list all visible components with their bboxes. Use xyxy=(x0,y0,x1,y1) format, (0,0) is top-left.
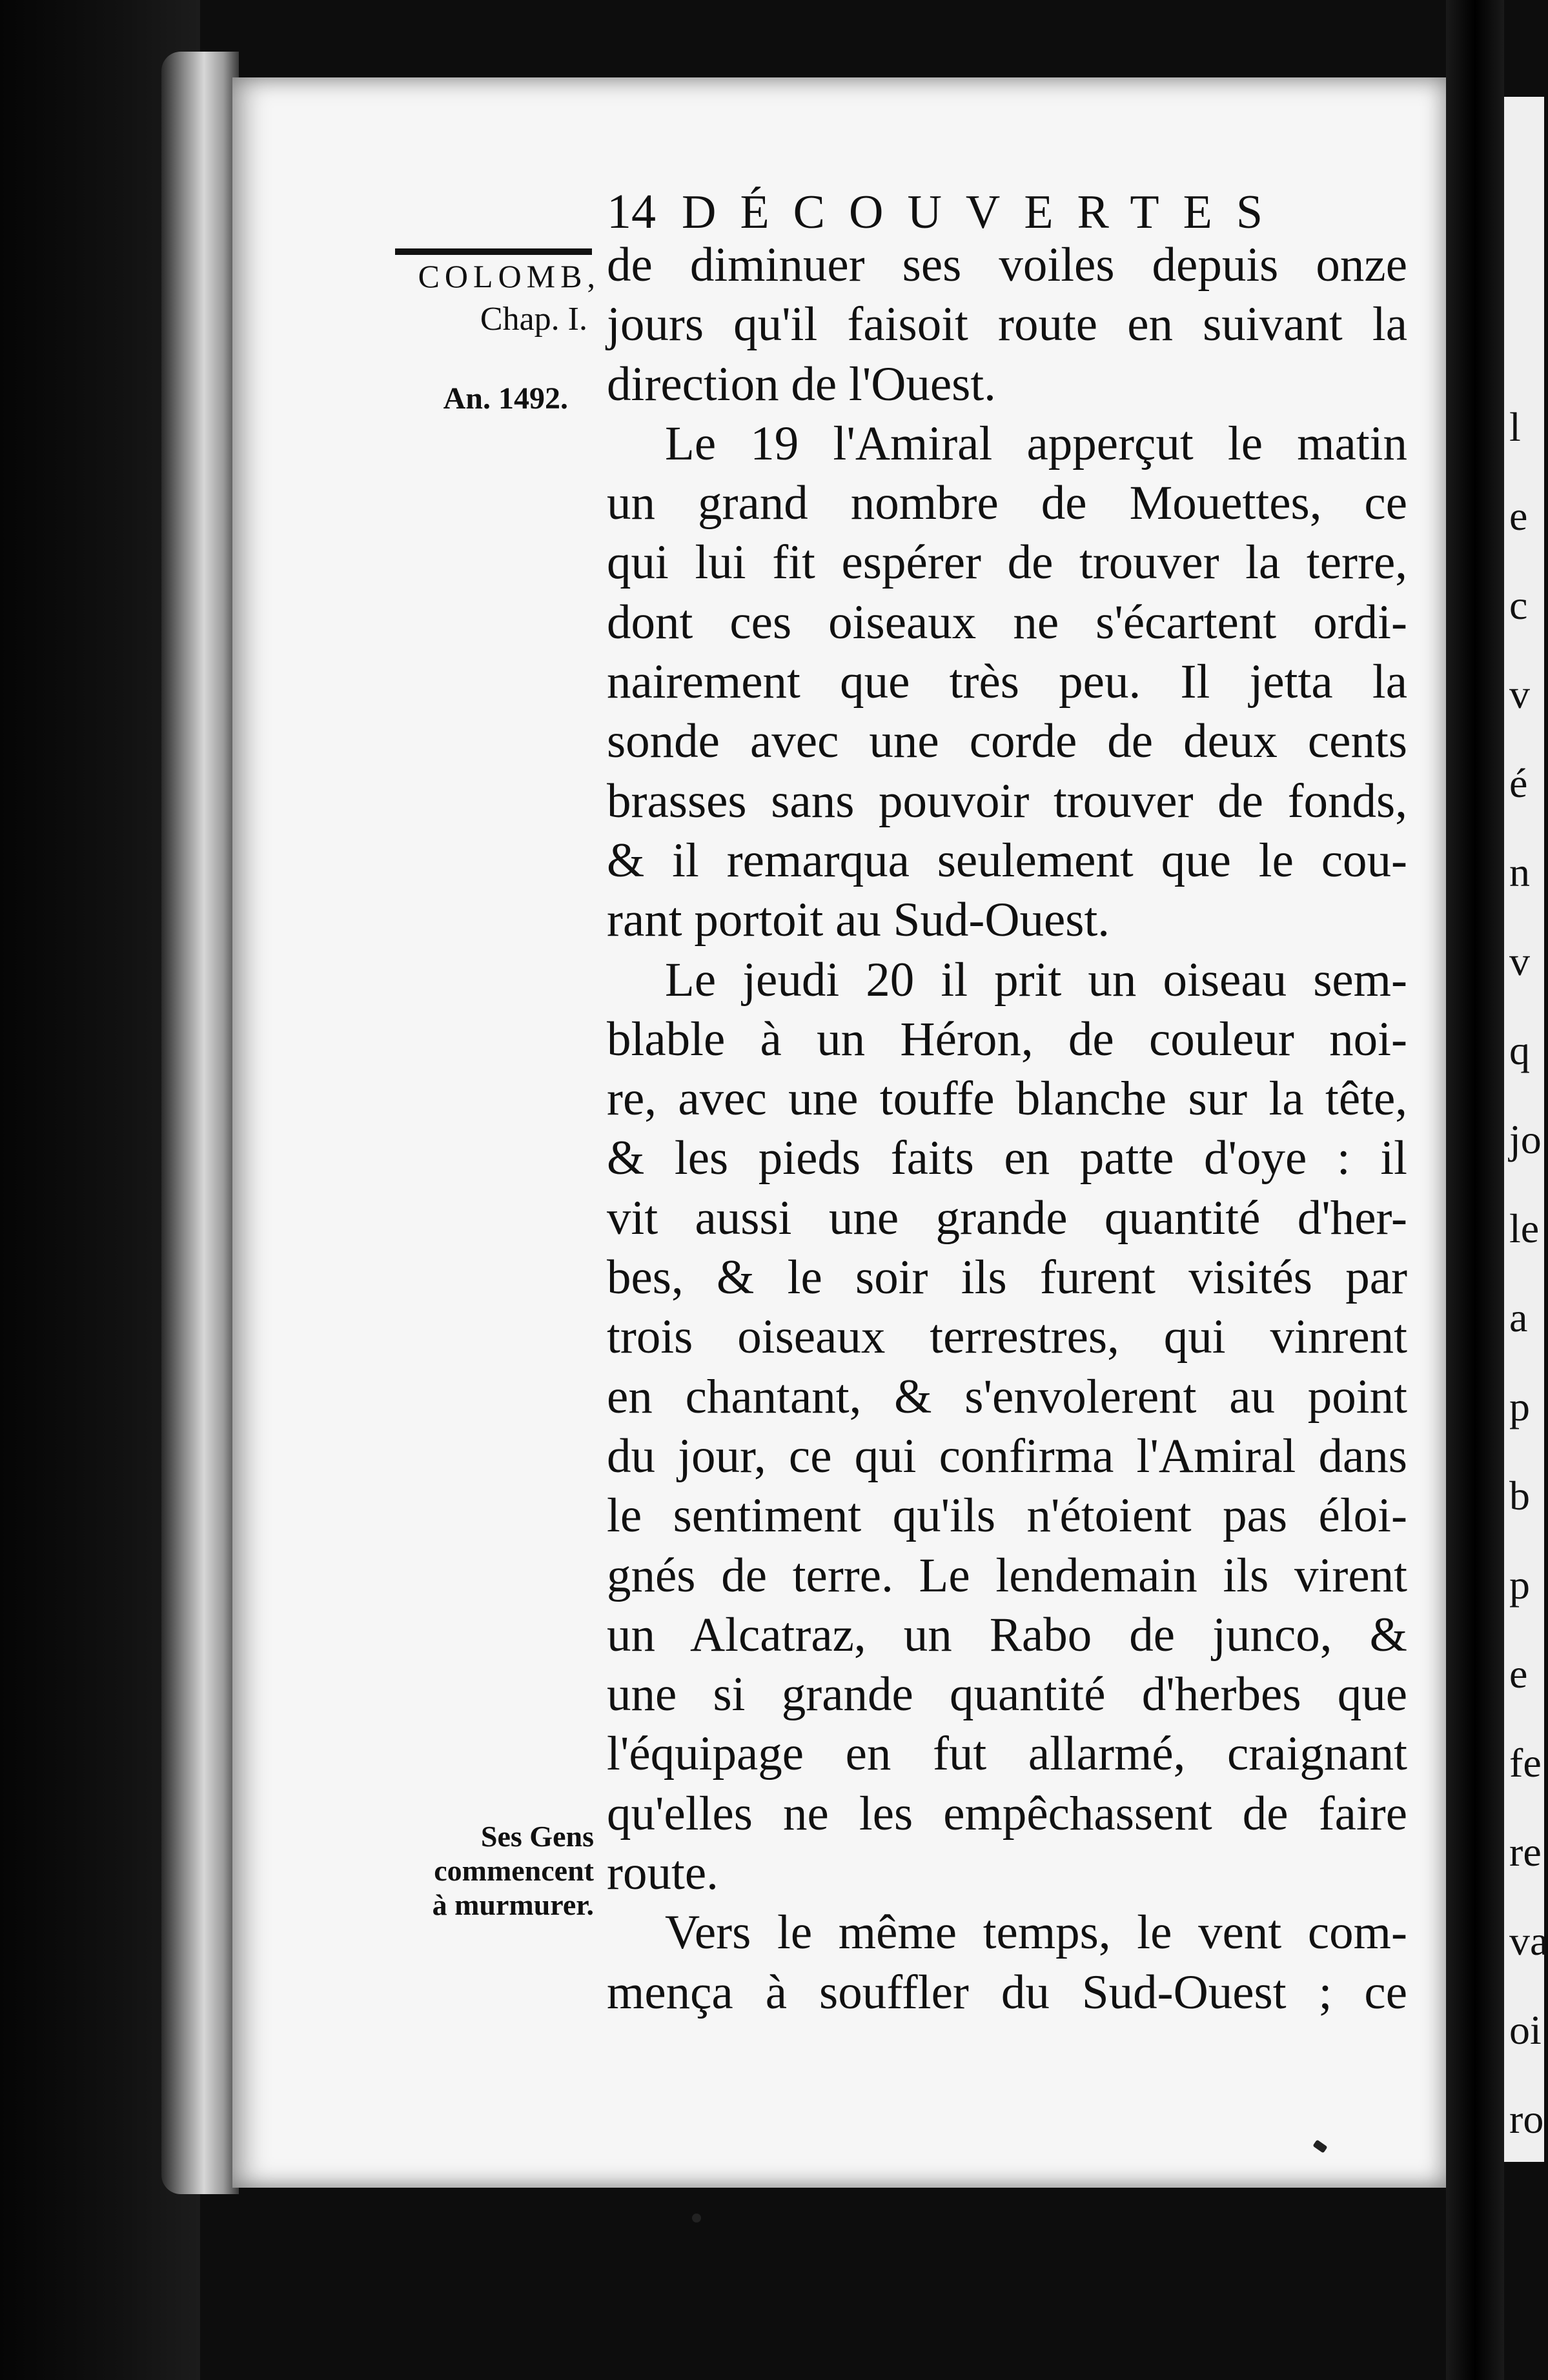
side-note-line: à murmurer. xyxy=(432,1888,594,1921)
facing-page-fragment: e xyxy=(1509,493,1528,539)
margin-rule xyxy=(395,248,592,255)
facing-page-fragment: b xyxy=(1509,1473,1530,1518)
text-line: vit aussi une grande quantité d'her- xyxy=(607,1191,1407,1245)
text-line: du jour, ce qui confirma l'Amiral dans xyxy=(607,1429,1407,1483)
text-line: l'équipage en fut allarmé, craignant xyxy=(607,1727,1407,1781)
facing-page-fragment: re xyxy=(1509,1829,1542,1875)
facing-page-fragment: a xyxy=(1509,1295,1528,1340)
text-line: en chantant, & s'envolerent au point xyxy=(607,1369,1407,1424)
running-title: DÉCOUVERTES xyxy=(682,186,1287,239)
facing-page-fragment: v xyxy=(1509,938,1530,984)
margin-note-chapter: Chap. I. xyxy=(480,301,587,338)
text-line: mença à souffler du Sud-Ouest ; ce xyxy=(607,1965,1407,2019)
text-line: Le jeudi 20 il prit un oiseau sem- xyxy=(665,953,1407,1007)
page-header xyxy=(607,184,1407,240)
facing-page-fragment: le xyxy=(1509,1205,1540,1251)
text-line: le sentiment qu'ils n'étoient pas éloi- xyxy=(607,1489,1407,1543)
facing-page-fragment: oi xyxy=(1509,2007,1542,2053)
side-note-line: Ses Gens xyxy=(480,1820,594,1853)
text-line: trois oiseaux terrestres, qui vinrent xyxy=(607,1310,1407,1364)
book-page-edges xyxy=(161,52,239,2194)
text-line: Le 19 l'Amiral apperçut le matin xyxy=(665,416,1407,470)
page-number: 14 xyxy=(607,185,656,239)
facing-page-fragment: c xyxy=(1509,582,1528,628)
ink-speck xyxy=(692,2214,701,2223)
text-line: qui lui fit espérer de trouver la terre, xyxy=(607,536,1407,590)
facing-page-fragment: n xyxy=(1509,849,1530,895)
text-line: un Alcatraz, un Rabo de junco, & xyxy=(607,1608,1407,1662)
margin-note-year: An. 1492. xyxy=(443,381,568,416)
facing-page-fragment: é xyxy=(1509,760,1528,806)
text-line: une si grande quantité d'herbes que xyxy=(607,1668,1407,1722)
text-line: & il remarqua seulement que le cou- xyxy=(607,833,1407,887)
text-line: de diminuer ses voiles depuis onze xyxy=(607,238,1407,292)
text-line: re, avec une touffe blanche sur la tête, xyxy=(607,1072,1407,1126)
facing-page-fragment: v xyxy=(1509,671,1530,717)
text-line: direction de l'Ouest. xyxy=(607,357,996,411)
text-line: gnés de terre. Le lendemain ils virent xyxy=(607,1548,1407,1602)
facing-page-fragment: fe xyxy=(1509,1740,1542,1786)
text-line: bes, & le soir ils furent visités par xyxy=(607,1251,1407,1305)
text-line: brasses sans pouvoir trouver de fonds, xyxy=(607,774,1407,828)
text-line: route. xyxy=(607,1846,718,1901)
text-line: rant portoit au Sud-Ouest. xyxy=(607,893,1110,947)
text-line: dont ces oiseaux ne s'écartent ordi- xyxy=(607,595,1407,649)
text-line: blable à un Héron, de couleur noi- xyxy=(607,1012,1407,1066)
facing-page-fragment: jo xyxy=(1509,1116,1542,1162)
facing-page-fragment: q xyxy=(1509,1027,1530,1073)
margin-note-author: COLOMB, xyxy=(418,258,600,294)
text-line: sonde avec une corde de deux cents xyxy=(607,714,1407,769)
book-gutter xyxy=(1446,0,1504,2380)
text-line: jours qu'il faisoit route en suivant la xyxy=(607,298,1407,352)
facing-page-fragment: p xyxy=(1509,1562,1530,1608)
side-note-line: commencent xyxy=(434,1853,594,1887)
text-line: Vers le même temps, le vent com- xyxy=(665,1906,1407,1960)
text-line: nairement que très peu. Il jetta la xyxy=(607,655,1407,709)
facing-page-fragment: p xyxy=(1509,1384,1530,1429)
facing-page-fragment: e xyxy=(1509,1651,1528,1697)
body-text xyxy=(607,236,1407,2022)
facing-page-strip xyxy=(1504,97,1548,2162)
facing-page-fragment: va xyxy=(1509,1918,1548,1964)
text-line: un grand nombre de Mouettes, ce xyxy=(607,476,1407,530)
text-line: qu'elles ne les empêchassent de faire xyxy=(607,1786,1407,1840)
facing-page-fragment: l xyxy=(1509,404,1521,450)
margin-side-note xyxy=(387,1820,594,1922)
text-line: & les pieds faits en patte d'oye : il xyxy=(607,1131,1407,1185)
facing-page-fragment: ro xyxy=(1509,2096,1544,2142)
